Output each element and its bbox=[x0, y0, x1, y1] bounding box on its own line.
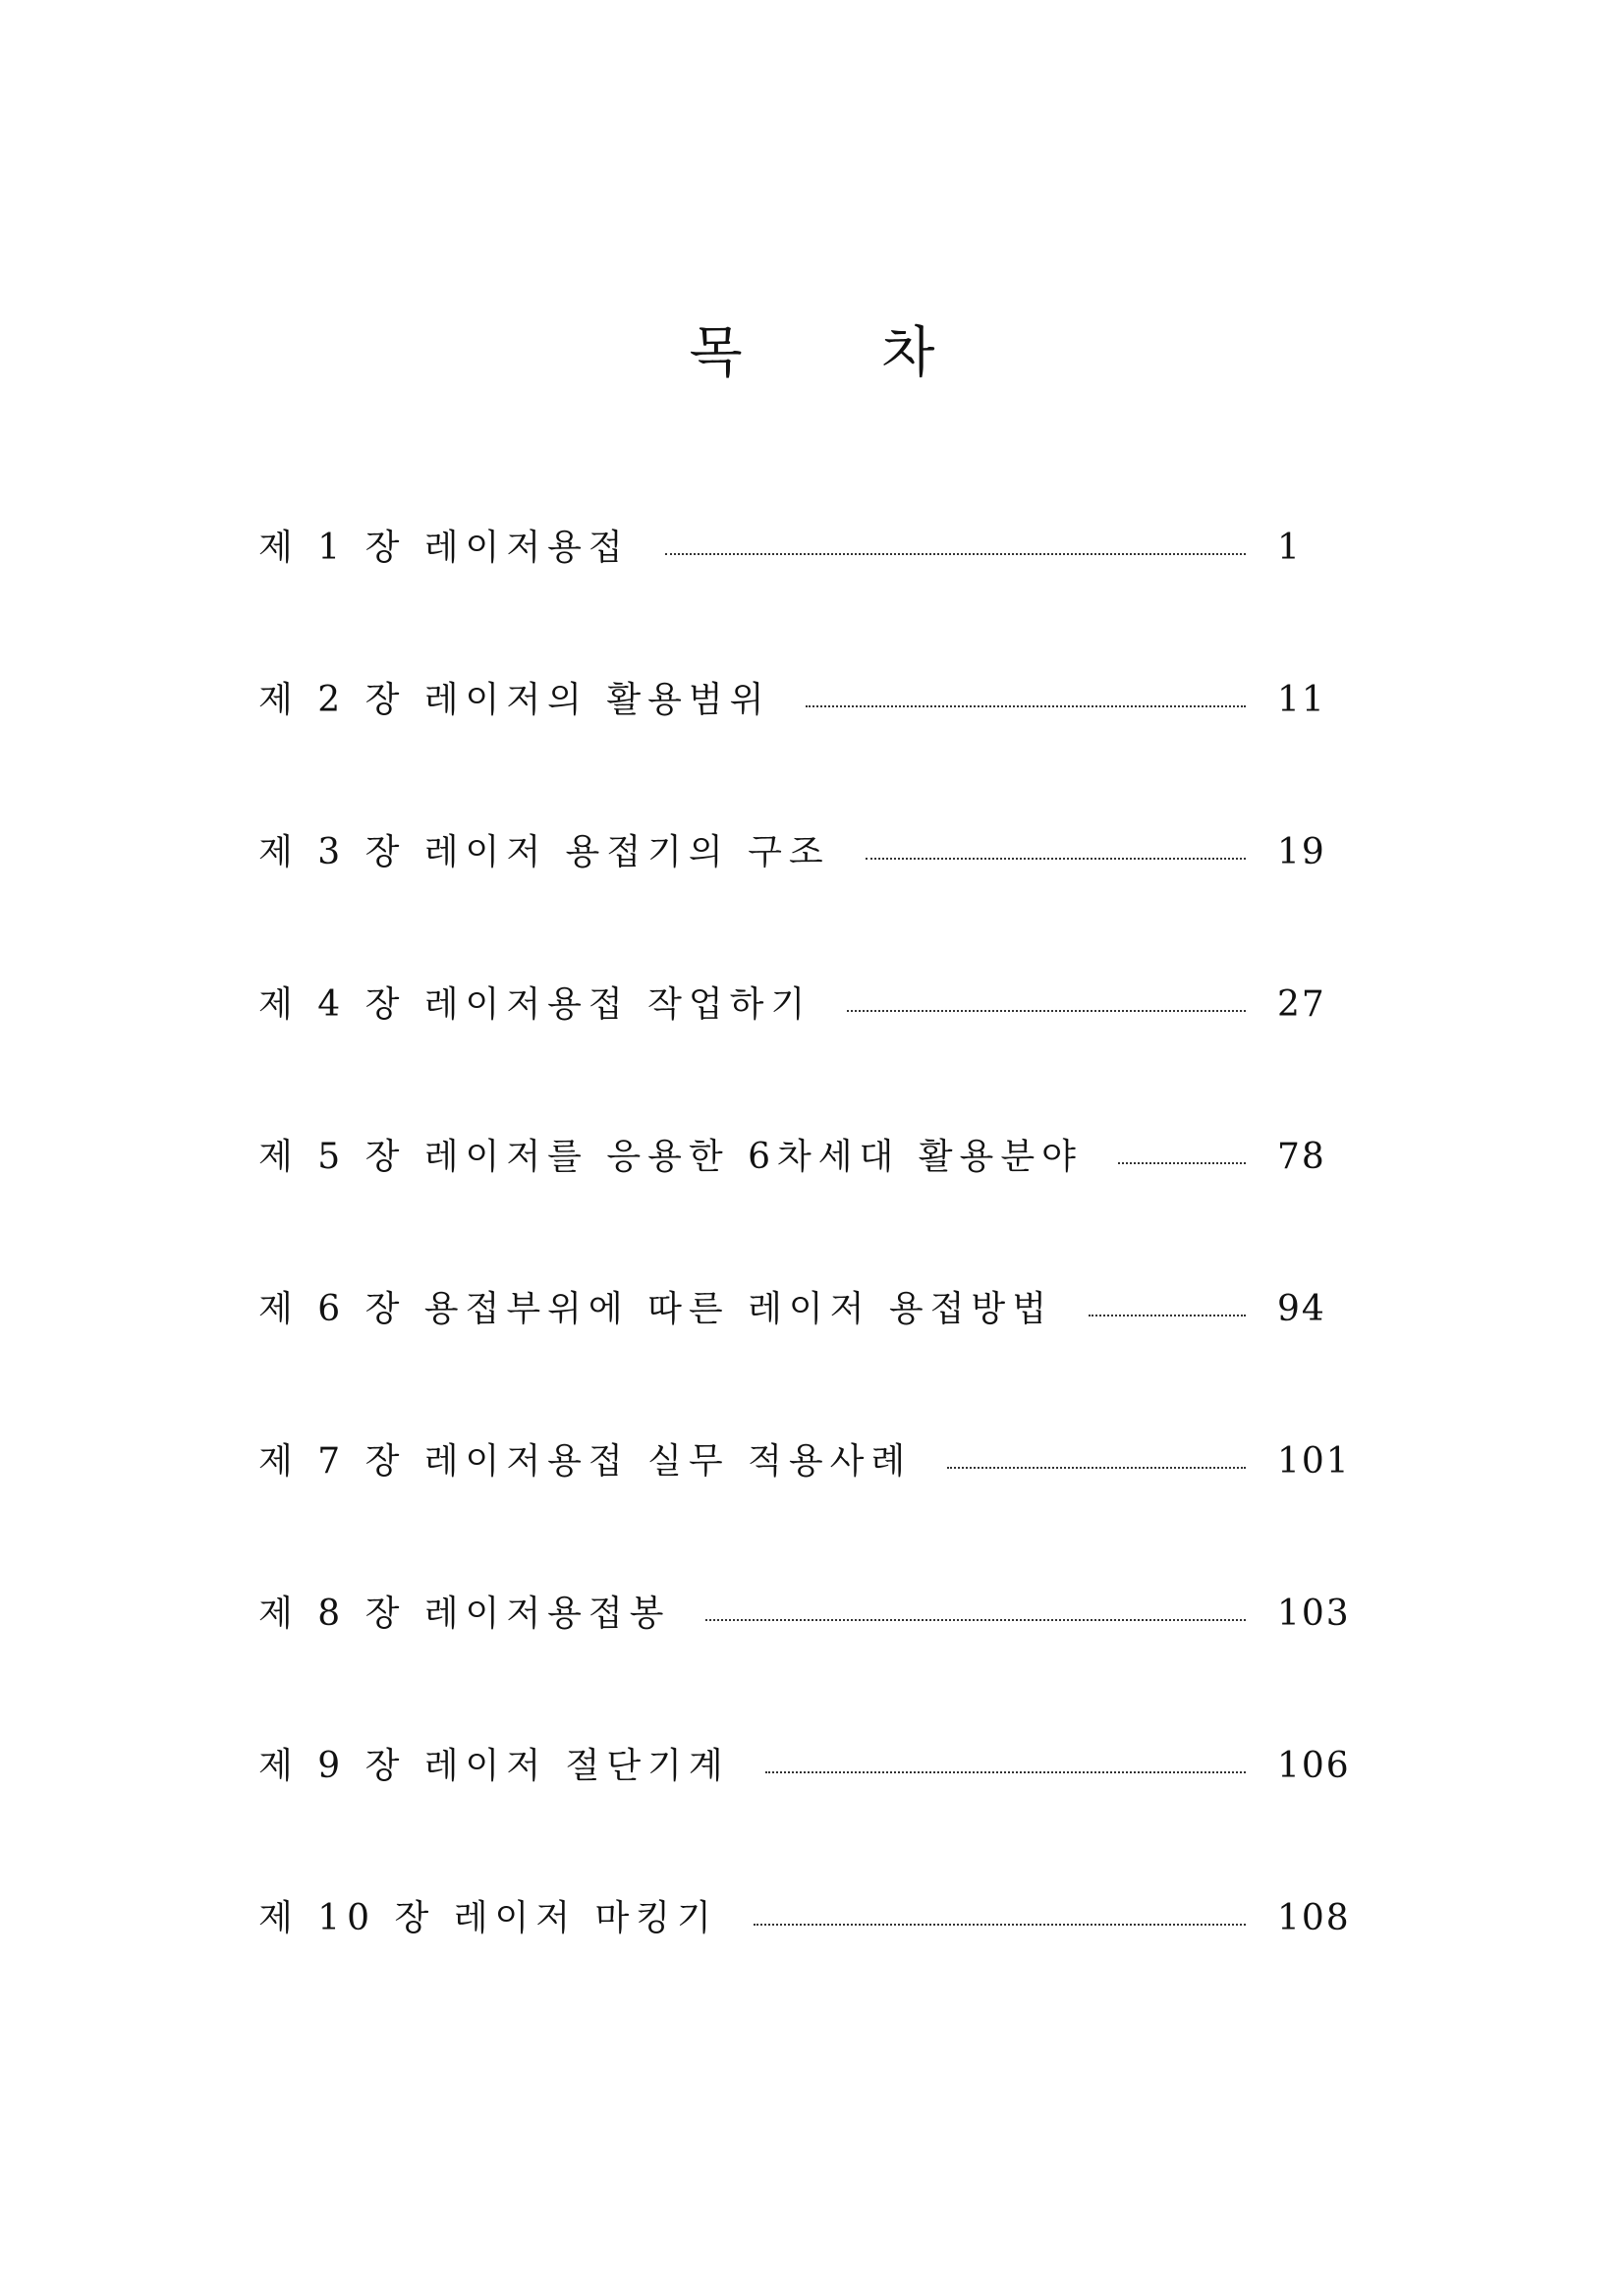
toc-entry-page: 108 bbox=[1277, 1897, 1351, 1938]
toc-entry-label: 제 5 장 레이저를 응용한 6차세대 활용분야 bbox=[258, 1136, 1083, 1177]
toc-leader-dots bbox=[866, 858, 1246, 860]
toc-entry-10 bbox=[258, 1842, 1375, 1994]
toc-leader-dots bbox=[754, 1924, 1246, 1926]
toc-entry-page: 103 bbox=[1277, 1593, 1351, 1634]
toc-entry-page: 101 bbox=[1277, 1440, 1351, 1482]
toc-entry-page: 1 bbox=[1277, 527, 1302, 568]
toc-entry-page: 27 bbox=[1277, 983, 1326, 1025]
toc-entry-label: 제 10 장 레이저 마킹기 bbox=[258, 1897, 718, 1938]
toc-entry-label: 제 7 장 레이저용접 실무 적용사례 bbox=[258, 1440, 913, 1482]
toc-leader-dots bbox=[947, 1467, 1246, 1469]
toc-entry-label: 제 4 장 레이저용접 작업하기 bbox=[258, 983, 812, 1025]
toc-leader-dots bbox=[1089, 1315, 1246, 1316]
toc-entry-label: 제 2 장 레이저의 활용범위 bbox=[258, 679, 771, 720]
toc-entry-label: 제 1 장 레이저용접 bbox=[258, 527, 630, 568]
toc-leader-dots bbox=[1118, 1162, 1246, 1164]
toc-entry-label: 제 8 장 레이저용접봉 bbox=[258, 1593, 671, 1634]
toc-entry-page: 94 bbox=[1277, 1288, 1326, 1329]
toc-leader-dots bbox=[665, 553, 1246, 555]
toc-entry-page: 19 bbox=[1277, 831, 1326, 872]
toc-title: 목 차 bbox=[689, 321, 996, 385]
toc-leader-dots bbox=[705, 1619, 1246, 1621]
toc-entry-2 bbox=[258, 624, 1375, 776]
toc-leader-dots bbox=[765, 1771, 1246, 1773]
toc-entry-label: 제 3 장 레이저 용접기의 구조 bbox=[258, 831, 830, 872]
toc-entry-4 bbox=[258, 928, 1375, 1081]
toc-entry-3 bbox=[258, 776, 1375, 928]
toc-entry-label: 제 6 장 용접부위에 따른 레이저 용접방법 bbox=[258, 1288, 1053, 1329]
toc-entry-6 bbox=[258, 1233, 1375, 1385]
toc-entry-1 bbox=[258, 472, 1375, 624]
toc-leader-dots bbox=[847, 1010, 1246, 1012]
toc-entry-9 bbox=[258, 1690, 1375, 1842]
table-of-contents bbox=[258, 472, 1375, 1994]
toc-entry-8 bbox=[258, 1538, 1375, 1690]
toc-entry-page: 11 bbox=[1277, 679, 1326, 720]
toc-entry-7 bbox=[258, 1385, 1375, 1538]
toc-entry-page: 106 bbox=[1277, 1745, 1351, 1786]
toc-entry-5 bbox=[258, 1081, 1375, 1233]
toc-leader-dots bbox=[806, 705, 1246, 707]
toc-entry-label: 제 9 장 레이저 절단기계 bbox=[258, 1745, 730, 1786]
toc-entry-page: 78 bbox=[1277, 1136, 1326, 1177]
